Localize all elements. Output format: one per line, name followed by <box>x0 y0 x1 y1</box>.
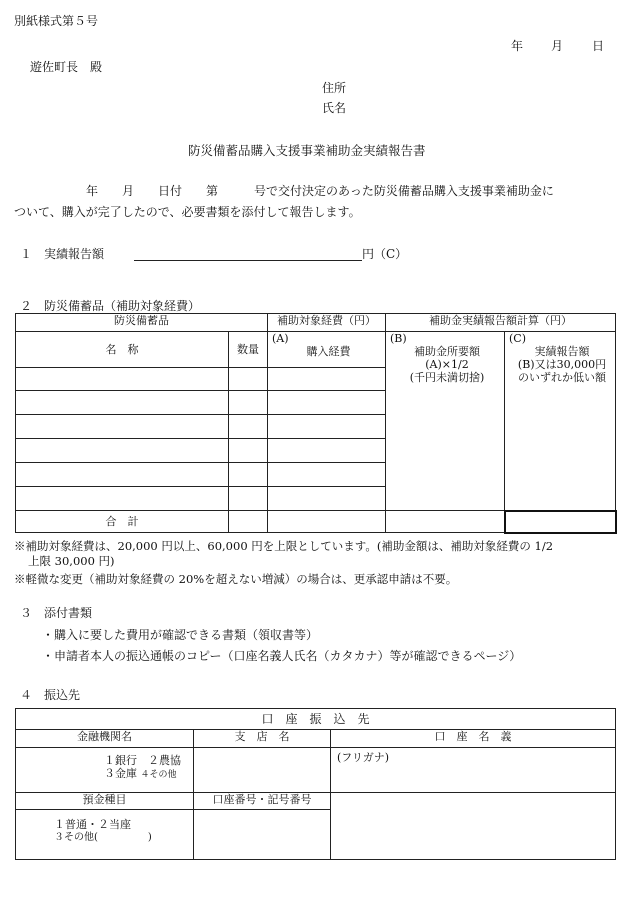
deposit-type-header: 預金種目 <box>16 793 194 810</box>
items-header: 防災備蓄品 <box>16 314 268 332</box>
date-day: 日 <box>592 39 605 53</box>
total-c-cell[interactable] <box>505 511 616 533</box>
holder-name-cell[interactable] <box>331 793 616 860</box>
note-1b: 上限 30,000 円) <box>28 554 115 568</box>
deposit-option-1: １普通・２当座 <box>54 818 131 831</box>
item-name-cell[interactable] <box>16 463 229 487</box>
body-line-1: 年 月 日付 第 号で交付決定のあった防災備蓄品購入支援事業補助金に <box>86 184 554 198</box>
name-header: 名 称 <box>16 332 229 368</box>
item-name-cell[interactable] <box>16 439 229 463</box>
qty-header: 数量 <box>229 332 268 368</box>
address-label: 住所 <box>322 81 347 95</box>
bank-option-1: １銀行 ２農協 <box>104 754 181 767</box>
c-mark: (C) <box>509 332 526 345</box>
item-cost-cell[interactable] <box>268 415 386 439</box>
c-line3: のいずれか低い額 <box>518 371 606 384</box>
report-amount <box>134 247 407 261</box>
item-name-cell[interactable] <box>16 415 229 439</box>
deposit-type-cell[interactable] <box>16 810 194 860</box>
branch-header: 支 店 名 <box>194 730 331 748</box>
section2-label: ２ 防災備蓄品（補助対象経費） <box>20 299 201 313</box>
item-name-cell[interactable] <box>16 391 229 415</box>
deposit-option-2: ３その他( ) <box>54 832 152 843</box>
item-cost-cell[interactable] <box>268 463 386 487</box>
b-column <box>386 332 505 511</box>
item-cost-cell[interactable] <box>268 391 386 415</box>
a-mark: (A) <box>272 332 289 345</box>
section3-label: ３ 添付書類 <box>20 606 93 620</box>
items-table <box>15 313 617 534</box>
furigana-label: (フリガナ) <box>337 751 390 764</box>
item-cost-cell[interactable] <box>268 487 386 511</box>
total-b-cell[interactable] <box>386 511 505 533</box>
date-year: 年 <box>511 39 524 53</box>
document-title: 防災備蓄品購入支援事業補助金実績報告書 <box>188 143 426 158</box>
item-qty-cell[interactable] <box>229 415 268 439</box>
item-qty-cell[interactable] <box>229 487 268 511</box>
total-label: 合 計 <box>16 511 229 533</box>
branch-cell[interactable] <box>194 748 331 793</box>
bank-table <box>15 708 616 860</box>
section4-label: ４ 振込先 <box>20 688 81 702</box>
b-line2: (A)×1/2 <box>425 358 469 371</box>
item-qty-cell[interactable] <box>229 439 268 463</box>
attachment-item-1: ・購入に要した費用が確認できる書類（領収書等） <box>42 628 319 642</box>
item-cost-cell[interactable] <box>268 368 386 391</box>
bank-table-title: 口 座 振 込 先 <box>16 709 616 730</box>
furigana-cell[interactable] <box>331 748 616 793</box>
c-column <box>505 332 616 511</box>
item-name-cell[interactable] <box>16 368 229 391</box>
b-line3: (千円未満切捨) <box>409 371 485 384</box>
item-cost-cell[interactable] <box>268 439 386 463</box>
form-number: 別紙様式第５号 <box>14 14 99 28</box>
bank-option-other: ４その他 <box>140 770 177 780</box>
addressee: 遊佐町長 殿 <box>30 60 103 74</box>
account-number-cell[interactable] <box>194 810 331 860</box>
bank-option-2: ３金庫 <box>104 767 137 780</box>
amount-line <box>134 248 362 261</box>
note-1a: ※補助対象経費は、20,000 円以上、60,000 円を上限としています。(補助金額は、補助対象経費の 1/2 <box>14 539 554 553</box>
eligible-cost-header: 補助対象経費（円） <box>268 314 386 332</box>
item-name-cell[interactable] <box>16 487 229 511</box>
date-month: 月 <box>551 39 564 53</box>
c-line2: (B)又は30,000円 <box>517 358 607 371</box>
section1-label: １ 実績報告額 <box>20 247 105 261</box>
amount-unit: 円（C） <box>362 247 408 261</box>
bank-option-2-row <box>16 767 193 782</box>
item-qty-cell[interactable] <box>229 391 268 415</box>
holder-header: 口 座 名 義 <box>331 730 616 748</box>
item-qty-cell[interactable] <box>229 368 268 391</box>
calc-header: 補助金実績報告額計算（円） <box>386 314 616 332</box>
c-line1: 実績報告額 <box>534 345 590 358</box>
note-2: ※軽微な変更（補助対象経費の 20%を超えない増減）の場合は、更承認申請は不要。 <box>14 572 458 586</box>
a-label: 購入経費 <box>306 345 351 358</box>
purchase-cost-header <box>268 332 386 368</box>
attachment-item-2: ・申請者本人の振込通帳のコピー（口座名義人氏名（カタカナ）等が確認できるページ） <box>42 649 522 663</box>
name-label: 氏名 <box>322 101 347 115</box>
bank-name-header: 金融機関名 <box>16 730 194 748</box>
total-cost-cell[interactable] <box>268 511 386 533</box>
b-mark: (B) <box>390 332 407 345</box>
account-number-header: 口座番号・記号番号 <box>194 793 331 810</box>
total-qty-cell[interactable] <box>229 511 268 533</box>
bank-type-cell[interactable] <box>16 748 194 793</box>
body-line-2: ついて、購入が完了したので、必要書類を添付して報告します。 <box>14 205 361 219</box>
b-line1: 補助金所要額 <box>414 345 480 358</box>
item-qty-cell[interactable] <box>229 463 268 487</box>
